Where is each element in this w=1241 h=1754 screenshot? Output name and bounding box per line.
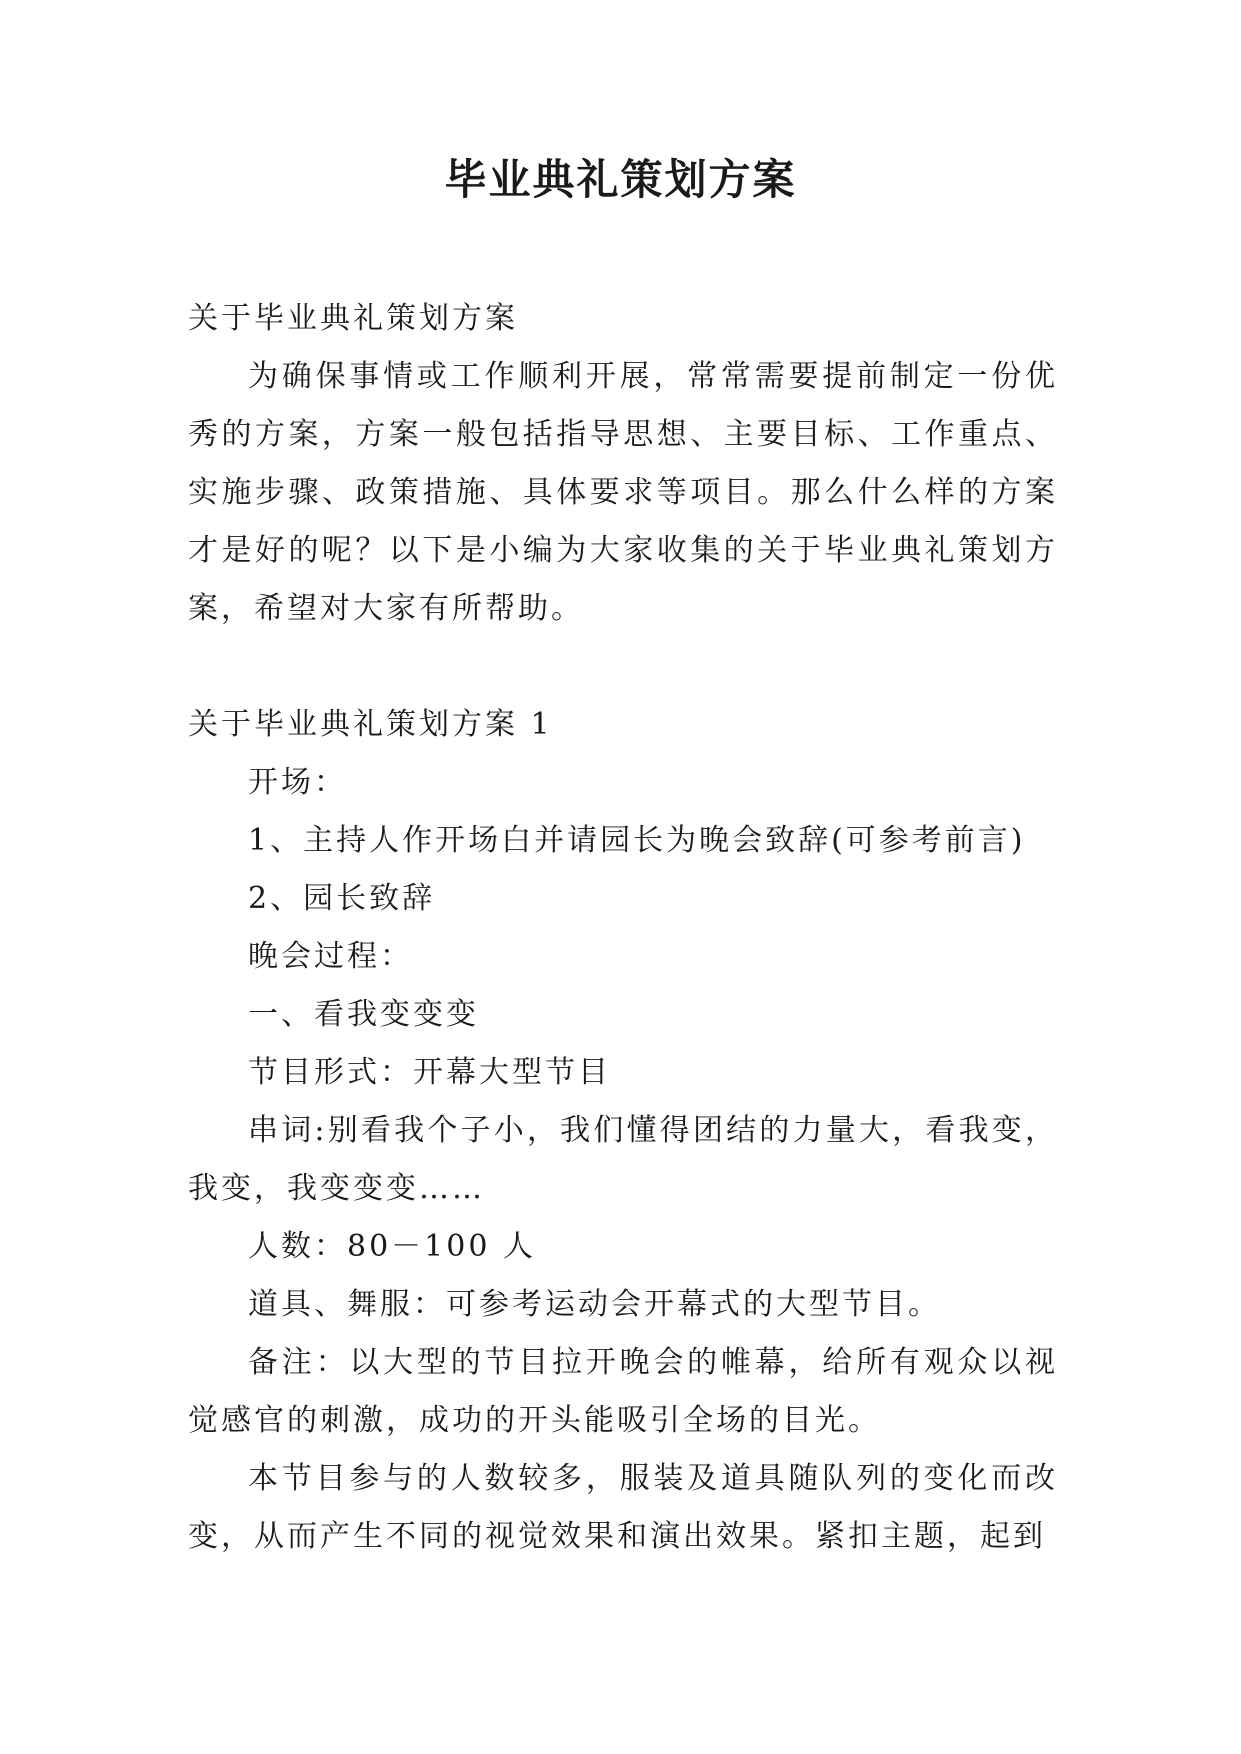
program-headcount: 人数：80－100 人: [248, 1229, 536, 1264]
program-description: 本节目参与的人数较多，服装及道具随队列的变化而改变，从而产生不同的视觉效果和演出效果。紧扣主题，起到: [188, 1461, 1058, 1554]
section-spacer: [188, 638, 1058, 696]
program-lines: 串词:别看我个子小，我们懂得团结的力量大，看我变，我变，我变变变……: [188, 1113, 1058, 1206]
program-one-title: 一、看我变变变: [248, 997, 479, 1032]
intro-paragraph: 为确保事情或工作顺利开展，常常需要提前制定一份优秀的方案，方案一般包括指导思想、主要目标、工作重点、实施步骤、政策措施、具体要求等项目。那么什么样的方案才是好的呢？以下是小编为大家收集的关于毕业典礼策划方案，希望对大家有所帮助。: [188, 359, 1058, 626]
section-heading: 关于毕业典礼策划方案 1: [188, 707, 553, 742]
list-item-director-speech: 2、园长致辞: [248, 881, 436, 916]
document-title: 毕业典礼策划方案: [444, 155, 797, 204]
program-props: 道具、舞服：可参考运动会开幕式的大型节目。: [248, 1287, 941, 1322]
opening-label: 开场：: [248, 765, 347, 800]
program-notes: 备注：以大型的节目拉开晚会的帷幕，给所有观众以视觉感官的刺激，成功的开头能吸引全场的目光。: [188, 1345, 1058, 1438]
evening-process-label: 晚会过程：: [248, 939, 413, 974]
intro-heading: 关于毕业典礼策划方案: [188, 301, 518, 336]
document-body: [188, 290, 1058, 1566]
list-item-host-opening: 1、主持人作开场白并请园长为晚会致辞(可参考前言): [248, 823, 1026, 858]
program-form: 节目形式：开幕大型节目: [248, 1055, 611, 1090]
